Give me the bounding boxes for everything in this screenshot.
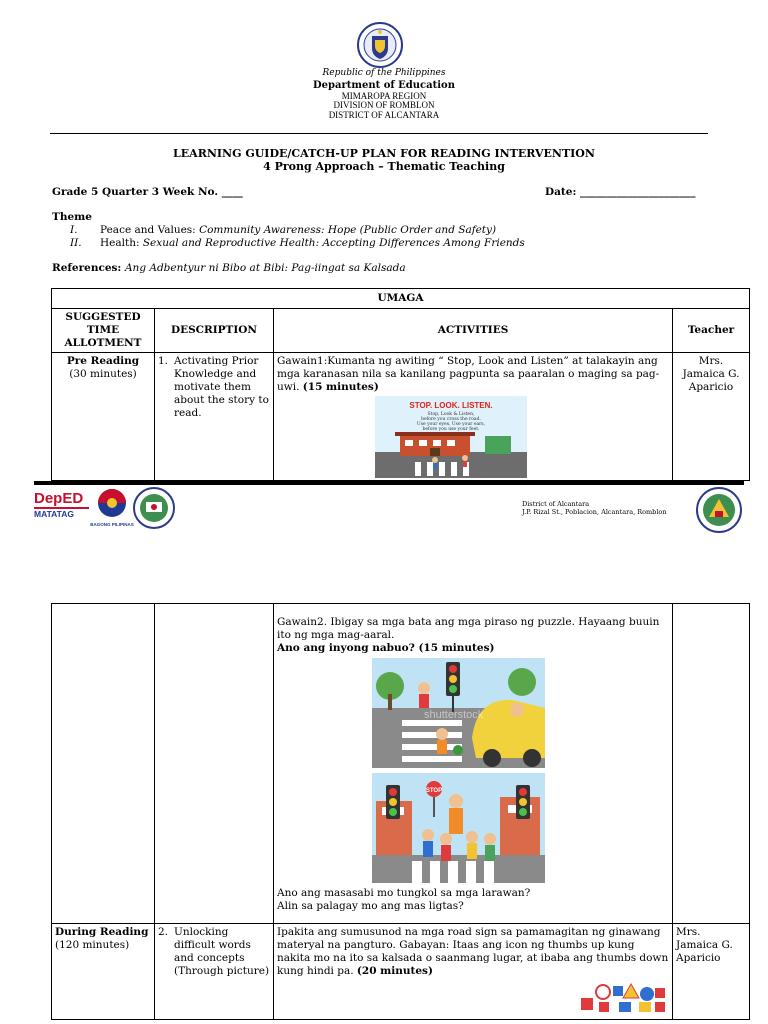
grade-week: Grade 5 Quarter 3 Week No. ____: [52, 186, 243, 198]
pre-reading-cell: Pre Reading (30 minutes): [52, 353, 155, 481]
gawain2-time-cell: [52, 604, 155, 924]
lesson-table-2: [51, 603, 750, 1020]
lesson-table-1: [51, 288, 750, 481]
crossing-danger-illustration: [372, 658, 545, 768]
gawain2-desc-cell: [155, 604, 274, 924]
pre-reading-activity: Gawain1:Kumanta ng awiting “ Stop, Look and Listen” at talakayin ang mga karanasan nila sa kanilang pagpunta sa paaralan o maging sa pag-uwi. (15 minutes) STOP. LOOK. LISTEN. Stop, Look & Listen, before you cross the road. Use your eyes, Use your ears, before you use your feet.: [274, 353, 673, 481]
header-description: DESCRIPTION: [155, 309, 274, 353]
during-reading-desc: 2. Unlocking difficult words and concepts (Through picture): [155, 924, 274, 1020]
stop-sign-label: STOP: [425, 788, 443, 794]
bagong-pilipinas-logo: BAGONG PILIPINAS: [90, 488, 134, 527]
theme-item-2: II. Health: Sexual and Reproductive Health: Accepting Differences Among Friends: [70, 237, 525, 249]
crossing-safe-illustration: [372, 773, 545, 883]
pre-reading-teacher: Mrs. Jamaica G. Aparicio: [673, 353, 750, 481]
deped-matatag-logo: DepED MATATAG: [34, 491, 89, 519]
deped-seal-icon: [357, 22, 403, 68]
division-text: DIVISION OF ROMBLON: [333, 100, 435, 110]
header-time: SUGGESTED TIME ALLOTMENT: [52, 309, 155, 353]
footer-bar: [34, 481, 744, 485]
footer-address: District of Alcantara J.P. Rizal St., Poblacion, Alcantara, Romblon: [522, 500, 667, 516]
during-reading-cell: During Reading (120 minutes): [52, 924, 155, 1020]
section-umaga: UMAGA: [52, 289, 750, 309]
theme-item-1: I. Peace and Values: Community Awareness: Hope (Public Order and Safety): [70, 224, 497, 236]
during-reading-activity: Ipakita ang sumusunod na mga road sign sa pamamagitan ng ginawang materyal na pangturo. Gabayan: Itaas ang icon ng thumbs up kung nakita mo na ito sa kalsada o saanmang lugar, at ibaba ang thumbs down kung hindi pa. (20 minutes): [274, 924, 673, 1020]
during-reading-teacher: Mrs. Jamaica G. Aparicio: [673, 924, 750, 1020]
page-title: LEARNING GUIDE/CATCH-UP PLAN FOR READING INTERVENTION: [173, 147, 595, 160]
shutterstock-watermark: shutterstock: [424, 709, 484, 721]
district-text: DISTRICT OF ALCANTARA: [328, 110, 440, 120]
school-street-illustration: [375, 432, 527, 478]
bagong-pilipinas-icon: [94, 488, 130, 518]
page-subtitle: 4 Prong Approach – Thematic Teaching: [263, 160, 505, 173]
road-signs-illustration: [579, 980, 667, 1014]
department-text: Department of Education: [313, 80, 455, 91]
date-field: Date: ______________________: [545, 186, 696, 198]
theme-label: Theme: [52, 211, 92, 223]
header-divider: [50, 133, 708, 134]
district-seal-icon: [696, 487, 742, 533]
pre-reading-desc: 1. Activating Prior Knowledge and motivate them about the story to read.: [155, 353, 274, 481]
references: References: Ang Adbentyur ni Bibo at Bibi: Pag-iingat sa Kalsada: [52, 262, 406, 274]
republic-text: Republic of the Philippines: [322, 68, 446, 78]
division-seal-icon: [133, 487, 175, 529]
gawain2-teacher-cell: [673, 604, 750, 924]
region-text: MIMAROPA REGION: [341, 91, 427, 101]
header-activities: ACTIVITIES: [274, 309, 673, 353]
header-teacher: Teacher: [673, 309, 750, 353]
gawain2-activity: Gawain2. Ibigay sa mga bata ang mga piraso ng puzzle. Hayaang buuin ito ng mga mag-aaral. Ano ang inyong nabuo? (15 minutes) shutterstock STOP Ano ang masasabi mo tungkol sa mga larawan? Alin sa palagay mo ang mas ligtas?: [274, 604, 673, 924]
stop-look-listen-poster: STOP. LOOK. LISTEN. Stop, Look & Listen, before you cross the road. Use your eyes, Use your ears, before you use your feet.: [375, 396, 527, 478]
